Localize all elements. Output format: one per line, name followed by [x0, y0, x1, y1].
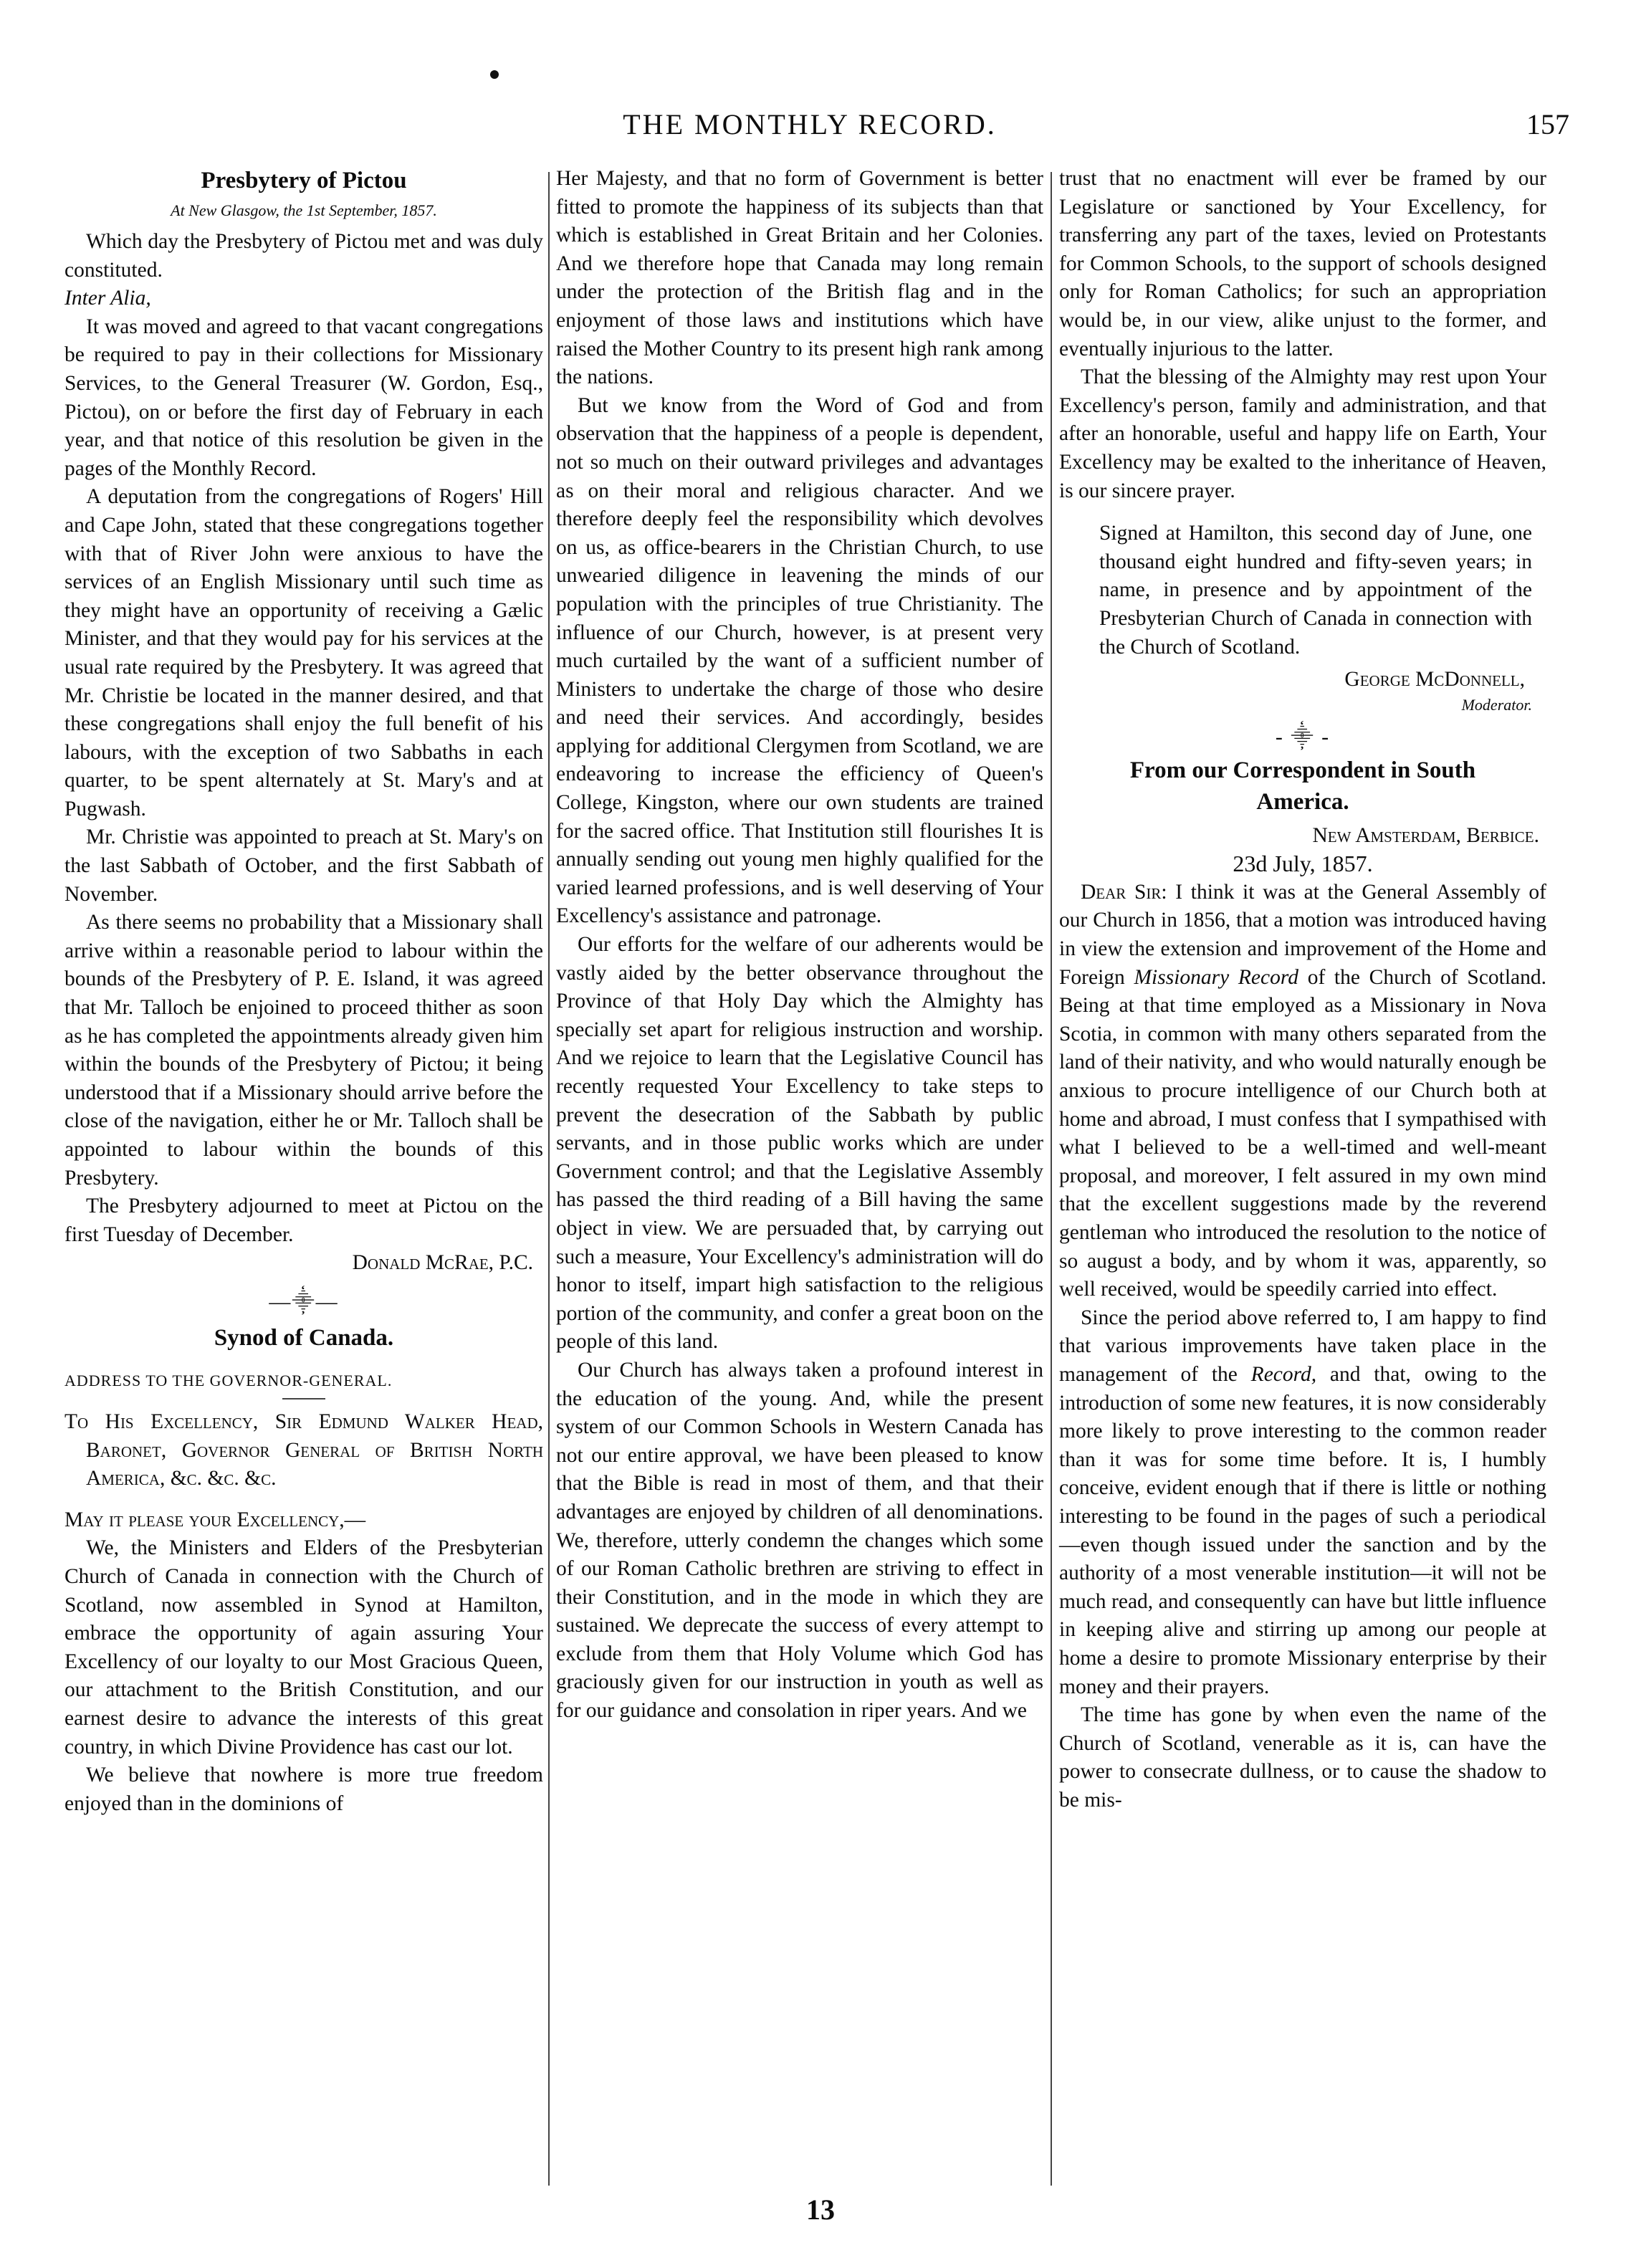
paragraph: Our efforts for the welfare of our adherents would be vastly aided by the better observance throughout the Province of that Holy Day which the Almighty has specially set apart for religious instruction and worship. And we rejoice to learn that the Legislative Council has recently requested Your Excellency to take steps to prevent the desecration of the Sabbath by public servants, and in those public works which are under Government control; and that the Legislative Assembly has passed the third reading of a Bill having the same object in view. We are persuaded that, by carrying out such a measure, Your Excellency's administration will do honor to itself, impart high satisfaction to the religious portion of the community, and confer a great boon on the people of this land.: [556, 933, 1043, 1354]
signature-mark: 13: [806, 2193, 835, 2226]
divider: [282, 1398, 325, 1399]
paragraph: Our Church has always taken a profound interest in the education of the young. And, while the present system of our Common Schools in Western Canada has not our entire approval, we have been pleased to know that the Bible is read in most of them, and that their advantages are enjoyed by children of all denominations. We, therefore, utterly condemn the changes which some of our Roman Catholic brethren are striving to effect in their Constitution, and in the mode in which they are sustained. We deprecate the success of every attempt to exclude from them that Holy Volume which God has graciously given for our instruction in youth as well as for our guidance and consolation in riper years. And we: [556, 1358, 1043, 1723]
paragraph: trust that no enactment will ever be framed by our Legislature or sanctioned by Your Excellency, for transferring any part of the taxes, levied on Protestants for Common Schools, to the support of schools designed only for Roman Catholics; for such an appropriation would be, in our view, alike unjust to the former, and eventually injurious to the latter.: [1059, 167, 1546, 360]
salutation: May it please your Excellency,—: [64, 1508, 366, 1531]
section-title-presbytery: Presbytery of Pictou: [201, 168, 407, 193]
section-ornament: - ⸎ -: [1275, 724, 1331, 749]
page-number: 157: [1526, 108, 1569, 140]
column-rule-left: [548, 172, 550, 2186]
letter-paragraph: The time has gone by when even the name of the Church of Scotland, venerable as it is, can have the power to consecrate dullness, or to cause the shadow to be mis-: [1059, 1703, 1546, 1812]
letter-paragraph: [1059, 879, 1546, 1304]
paragraph: But we know from the Word of God and from observation that the happiness of a people is dependent, not so much on their outward privileges and advantages as on their moral and religious character. And we therefore deeply feel the responsibility which devolves on us, as office-bearers in the Christian Church, to use unwearied diligence in leavening the minds of our population with the principles of true Christianity. The influence of our Church, however, is at present very much curtailed by the want of a sufficient number of Ministers to undertake the charge of those who desire and need their services. And accordingly, besides applying for additional Clergymen from Scotland, we are endeavoring to increase the efficiency of Queen's College, Kingston, where our own students are trained for the sacred office. That Institution still flourishes It is annually sending out young men highly qualified for the varied learned professions, and is well deserving of Your Excellency's assistance and patronage.: [556, 393, 1043, 928]
paragraph: We, the Ministers and Elders of the Presbyterian Church of Canada in connection with the Church of Scotland, now assembled in Synod at Hamilton, embrace the opportunity of again assuring Your Excellency of our loyalty to our Most Gracious Queen, our attachment to the British Constitution, and our earnest desire to advance the interests of this great country, in which Divine Providence has cast our lot.: [64, 1536, 543, 1759]
paragraph: A deputation from the congregations of Rogers' Hill and Cape John, stated that these congregations together with that of River John were anxious to have the services of an English Missionary until such time as they might have an opportunity of receiving a Gælic Minister, and that they would pay for his services at the usual rate required by the Presbytery. It was agreed that Mr. Christie be located in the manner desired, and that these congregations shall enjoy the full benefit of his labours, with the exception of two Sabbaths in each quarter, to be spent alternately at St. Mary's and at Pugwash.: [64, 485, 543, 820]
section-title-synod: Synod of Canada.: [214, 1324, 394, 1351]
greeting: Dear Sir:: [1081, 880, 1167, 904]
dateline: At New Glasgow, the 1st September, 1857.: [171, 201, 437, 219]
paragraph: Which day the Presbytery of Pictou met and was duly constituted.: [64, 230, 543, 282]
text-run-italic: Missionary Record: [1134, 965, 1298, 989]
paragraph: That the blessing of the Almighty may rest upon Your Excellency's person, family and administration, and that after an honorable, useful and happy life on Earth, Your Excellency may be exalted to the inheritance of Heaven, is our sincere prayer.: [1059, 365, 1546, 502]
text-run-italic: Record,: [1250, 1362, 1317, 1386]
text-run: I think it was at the General Assembly of our Church in 1856, that a motion was introduced having in view the extension and improvement of the Home and Foreign: [1059, 880, 1546, 989]
addressee: To His Excellency, Sir Edmund Walker Head, Baronet, Governor General of British North America, &c. &c. &c.: [64, 1410, 543, 1491]
page-header: [50, 107, 1569, 150]
address-title: ADDRESS TO THE GOVERNOR-GENERAL.: [64, 1371, 393, 1389]
letter-paragraph: [1059, 1304, 1546, 1701]
paragraph: It was moved and agreed to that vacant congregations be required to pay in their collections for Missionary Services, to the General Treasurer (W. Gordon, Esq., Pictou), on or before the first day of February in each year, and that notice of this resolution be given in the pages of the Monthly Record.: [64, 315, 543, 480]
signed-statement: Signed at Hamilton, this second day of June, one thousand eight hundred and fifty-seven years; in name, in presence and by appointment of the Presbyterian Church of Canada in connection with the Church of Scotland.: [1099, 522, 1532, 659]
letter-date: 23d July, 1857.: [1233, 851, 1373, 877]
signatory: George McDonnell,: [1344, 668, 1525, 692]
paragraph: We believe that nowhere is more true freedom enjoyed than in the dominions of: [64, 1764, 543, 1815]
paragraph: The Presbytery adjourned to meet at Pictou on the first Tuesday of December.: [64, 1195, 543, 1246]
text-run: and that, owing to the introduction of some new features, it is now considerably more likely to prove interesting to the common reader than it was for some time before. It is, I humbly conceive, evident enough that if there is little or nothing interesting to be found in the pages of such a periodical —even though issued under the sanction and by the authority of a most venerable institution—it will not be much read, and consequently can have but little influence in keeping alive and stirring up among our people at home a desire to promote Missionary enterprise by their money and their prayers.: [1059, 1362, 1546, 1698]
signatory-title: Moderator.: [1461, 695, 1532, 714]
signature-mcrae: Donald McRae, P.C.: [352, 1251, 533, 1275]
text-run: of the Church of Scotland. Being at that time employed as a Missionary in Nova Scotia, in common with many others separated from the land of their nativity, and who would naturally enough be anxious to procure intelligence of our Church both at home and abroad, I must confess that I sympathised with what I believed to be a well-timed and well-meant proposal, and moreover, I felt assured in my own mind that the excellent suggestions made by the reverend gentleman who introduced the resolution to the notice of so august a body, and by whom it was, apparently, so well received, would be speedily carried into effect.: [1059, 965, 1547, 1301]
column-1: [64, 165, 543, 1818]
running-title: THE MONTHLY RECORD.: [623, 108, 997, 140]
paragraph: Her Majesty, and that no form of Government is better fitted to promote the happiness of its subjects than that which is established in Great Britain and her Colonies. And we therefore hope that Canada may long remain under the protection of the British flag and in the enjoyment of those laws and institutions which have raised the Mother Country to its present high rank among the nations.: [556, 167, 1043, 389]
section-title-correspondent: From our Correspondent in South America.: [1129, 757, 1476, 815]
column-rule-right: [1051, 172, 1052, 2186]
paragraph: As there seems no probability that a Missionary shall arrive within a reasonable period to labour within the bounds of the Presbytery of P. E. Island, it was agreed that Mr. Talloch be enjoined to proceed thither as soon as he has completed the appointments already given him within the bounds of the Presbytery of Pictou; it being understood that if a Missionary should arrive before the close of the navigation, either he or Mr. Talloch shall be appointed to labour within the bounds of this Presbytery.: [64, 911, 543, 1190]
letter-place: New Amsterdam, Berbice.: [1312, 823, 1539, 847]
inter-alia: Inter Alia,: [64, 287, 151, 310]
column-2: [556, 165, 1043, 1726]
ink-dot: [490, 70, 499, 79]
paragraph: Mr. Christie was appointed to preach at St. Mary's on the last Sabbath of October, and the first Sabbath of November.: [64, 826, 543, 906]
column-3: [1059, 165, 1546, 1814]
section-ornament: —⸎—: [269, 1289, 339, 1314]
text-run: Since the period above referred to, I am happy to find that various improvements have taken place in the management of the: [1059, 1306, 1546, 1386]
